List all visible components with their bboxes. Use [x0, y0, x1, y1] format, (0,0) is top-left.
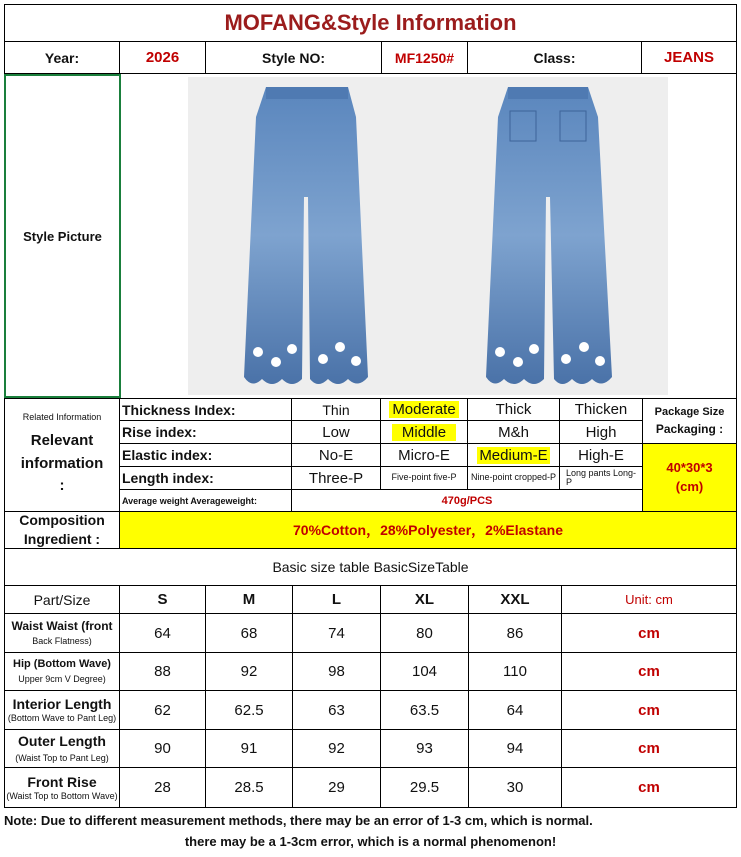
row-name: Outer Length	[18, 733, 106, 750]
row-sub: (Waist Top to Bottom Wave)	[6, 790, 118, 801]
note-line-1	[4, 809, 737, 831]
cell-value: 64	[506, 701, 524, 719]
table-cell	[380, 767, 469, 808]
rise-opt-middle	[380, 420, 468, 444]
table-cell	[292, 690, 381, 730]
elastic-opt-medium-text: Medium-E	[479, 446, 548, 464]
row-name: Waist Waist (front	[11, 619, 113, 634]
style-no-label-text: Style NO:	[261, 49, 325, 66]
cell-value: 88	[154, 663, 171, 680]
table-cell	[380, 729, 469, 768]
thickness-label	[119, 398, 292, 421]
table-cell	[205, 767, 293, 808]
elastic-label-text: Elastic index:	[122, 447, 213, 463]
unit-cell	[561, 767, 737, 808]
class-label	[467, 41, 642, 74]
cell-value: 90	[154, 740, 171, 757]
unit-cell	[561, 652, 737, 691]
elastic-opt-high	[559, 443, 643, 467]
table-cell	[468, 729, 562, 768]
cell-value: 93	[416, 740, 433, 757]
size-table-title-text: Basic size table BasicSizeTable	[272, 559, 469, 575]
table-cell	[205, 690, 293, 730]
table-row-label	[4, 767, 120, 808]
row-name: Front Rise	[27, 773, 97, 790]
table-cell	[292, 729, 381, 768]
rise-opt-low	[291, 420, 381, 444]
thickness-opt-moderate	[380, 398, 468, 421]
table-cell	[292, 652, 381, 691]
cell-value: 98	[328, 663, 345, 680]
unit-value: cm	[638, 624, 660, 642]
package-label-line2: Packaging :	[655, 422, 724, 437]
composition-label-line2: Ingredient :	[23, 531, 101, 547]
style-picture-label	[4, 74, 121, 398]
table-cell	[119, 613, 206, 653]
elastic-label	[119, 443, 292, 467]
table-cell	[468, 613, 562, 653]
elastic-opt-no-text: No-E	[318, 446, 354, 464]
cell-value: 28	[154, 779, 171, 796]
page-title	[4, 4, 737, 42]
cell-value: 68	[240, 624, 258, 642]
relevant-information-label	[4, 398, 120, 512]
length-label-text: Length index:	[122, 470, 214, 486]
product-photo	[188, 77, 668, 395]
unit-cell	[561, 690, 737, 730]
front-jeans-icon	[244, 87, 368, 384]
style-no-label	[205, 41, 382, 74]
thickness-opt-thick	[467, 398, 560, 421]
rise-opt-low-text: Low	[322, 423, 350, 441]
package-value-line1: 40*30*3	[666, 460, 713, 476]
length-opt-nine	[467, 466, 560, 490]
cell-value: 91	[240, 740, 258, 757]
style-no-value	[381, 41, 468, 74]
rise-label-text: Rise index:	[122, 424, 197, 440]
size-header-m	[205, 585, 293, 614]
cell-value: 80	[416, 624, 433, 642]
weight-value	[291, 489, 643, 512]
package-label-line1: Package Size	[654, 405, 725, 418]
row-sub: (Waist Top to Pant Leg)	[15, 753, 109, 764]
year-value-text: 2026	[145, 49, 180, 66]
cell-value: 29.5	[409, 779, 440, 796]
table-cell	[205, 729, 293, 768]
unit-header-text: Unit: cm	[625, 592, 673, 607]
elastic-opt-micro	[380, 443, 468, 467]
cell-value: 74	[328, 624, 345, 642]
table-cell	[292, 613, 381, 653]
cell-value: 92	[240, 663, 258, 680]
rise-opt-mh	[467, 420, 560, 444]
unit-value: cm	[638, 663, 660, 680]
row-sub: (Bottom Wave to Pant Leg)	[7, 713, 117, 724]
class-value-text: JEANS	[663, 49, 715, 66]
composition-value	[119, 511, 737, 549]
cell-value: 62	[154, 701, 171, 719]
size-table-title	[4, 548, 737, 586]
relevant-label-line1: Relevant	[30, 432, 94, 450]
year-value	[119, 41, 206, 74]
table-row-label	[4, 613, 120, 653]
table-cell	[380, 652, 469, 691]
part-size-header	[4, 585, 120, 614]
size-header-l-text: L	[331, 591, 342, 608]
table-cell	[119, 652, 206, 691]
size-header-xxl-text: XXL	[500, 591, 530, 608]
relevant-label-line3: :	[59, 477, 65, 495]
thickness-opt-thicken-text: Thicken	[574, 401, 628, 418]
composition-label	[4, 511, 120, 549]
back-jeans-icon	[486, 87, 612, 384]
length-opt-three-text: Three-P	[308, 469, 364, 487]
style-no-value-text: MF1250#	[394, 49, 455, 66]
size-header-xxl	[468, 585, 562, 614]
length-opt-long-text: Long pants Long-P	[566, 467, 637, 487]
composition-value-text: 70%Cotton，28%Polyester，2%Elastane	[293, 522, 563, 538]
note-line-2	[4, 830, 737, 852]
composition-label-line1: Composition	[19, 512, 105, 529]
thickness-opt-thin	[291, 398, 381, 421]
cell-value: 29	[328, 779, 345, 796]
class-value	[641, 41, 737, 74]
cell-value: 92	[328, 740, 345, 757]
weight-label-text: Average weight Averageweight:	[122, 495, 258, 506]
table-cell	[205, 652, 293, 691]
unit-value: cm	[638, 779, 660, 796]
jeans-illustration	[188, 77, 668, 395]
cell-value: 104	[411, 663, 438, 680]
weight-label	[119, 489, 292, 512]
cell-value: 86	[506, 624, 524, 642]
elastic-opt-no	[291, 443, 381, 467]
size-header-xl-text: XL	[414, 591, 435, 608]
row-name: Hip (Bottom Wave)	[13, 658, 111, 671]
table-cell	[468, 652, 562, 691]
table-cell	[380, 690, 469, 730]
cell-value: 94	[506, 740, 524, 757]
rise-opt-middle-text: Middle	[392, 424, 456, 441]
thickness-opt-thin-text: Thin	[322, 401, 350, 418]
cell-value: 28.5	[234, 779, 264, 796]
rise-label	[119, 420, 292, 444]
weight-value-text: 470g/PCS	[441, 494, 493, 507]
row-sub: Back Flatness)	[32, 636, 92, 647]
length-opt-five-text: Five-point five-P	[391, 472, 457, 483]
cell-value: 63	[328, 701, 345, 719]
row-sub: Upper 9cm V Degree)	[18, 674, 106, 685]
class-label-text: Class:	[533, 49, 576, 66]
length-opt-long	[559, 466, 643, 490]
elastic-opt-medium	[467, 443, 560, 467]
size-header-m-text: M	[242, 591, 256, 608]
package-label	[642, 398, 737, 444]
size-header-s	[119, 585, 206, 614]
note-line-1-text: Note: Due to different measurement methods, there may be an error of 1-3 cm, which is normal.	[4, 812, 593, 828]
elastic-opt-micro-text: Micro-E	[398, 446, 450, 464]
rise-opt-mh-text: M&h	[498, 423, 529, 441]
elastic-opt-high-text: High-E	[578, 446, 624, 464]
thickness-opt-moderate-text: Moderate	[389, 401, 458, 418]
cell-value: 30	[506, 779, 524, 796]
table-cell	[468, 767, 562, 808]
thickness-label-text: Thickness Index:	[122, 401, 236, 418]
thickness-opt-thicken	[559, 398, 643, 421]
table-row-label	[4, 690, 120, 730]
unit-cell	[561, 613, 737, 653]
part-size-header-text: Part/Size	[33, 591, 91, 608]
table-cell	[119, 690, 206, 730]
unit-header	[561, 585, 737, 614]
table-cell	[380, 613, 469, 653]
rise-opt-high-text: High	[585, 423, 617, 441]
relevant-label-line2: information	[20, 454, 104, 472]
length-opt-nine-text: Nine-point cropped-P	[470, 472, 557, 483]
length-label	[119, 466, 292, 490]
cell-value: 63.5	[409, 701, 440, 719]
table-row-label	[4, 652, 120, 691]
cell-value: 62.5	[234, 701, 264, 719]
size-header-xl	[380, 585, 469, 614]
size-header-l	[292, 585, 381, 614]
related-info-small-label: Related Information	[22, 412, 102, 422]
table-cell	[205, 613, 293, 653]
unit-value: cm	[638, 701, 660, 719]
page-title-text: MOFANG&Style Information	[224, 10, 517, 35]
row-name: Interior Length	[12, 696, 112, 713]
unit-cell	[561, 729, 737, 768]
year-label	[4, 41, 120, 74]
package-value	[642, 443, 737, 512]
table-row-label	[4, 729, 120, 768]
cell-value: 64	[154, 624, 171, 642]
size-header-s-text: S	[157, 591, 168, 608]
rise-opt-high	[559, 420, 643, 444]
length-opt-three	[291, 466, 381, 490]
thickness-opt-thick-text: Thick	[495, 401, 532, 418]
unit-value: cm	[638, 740, 660, 757]
table-cell	[468, 690, 562, 730]
note-line-2-text: there may be a 1-3cm error, which is a normal phenomenon!	[184, 833, 557, 849]
year-label-text: Year:	[44, 49, 80, 66]
length-opt-five	[380, 466, 468, 490]
style-picture-label-text: Style Picture	[23, 228, 102, 244]
table-cell	[119, 729, 206, 768]
cell-value: 110	[503, 663, 527, 680]
table-cell	[119, 767, 206, 808]
table-cell	[292, 767, 381, 808]
package-value-line2: (cm)	[675, 478, 704, 494]
